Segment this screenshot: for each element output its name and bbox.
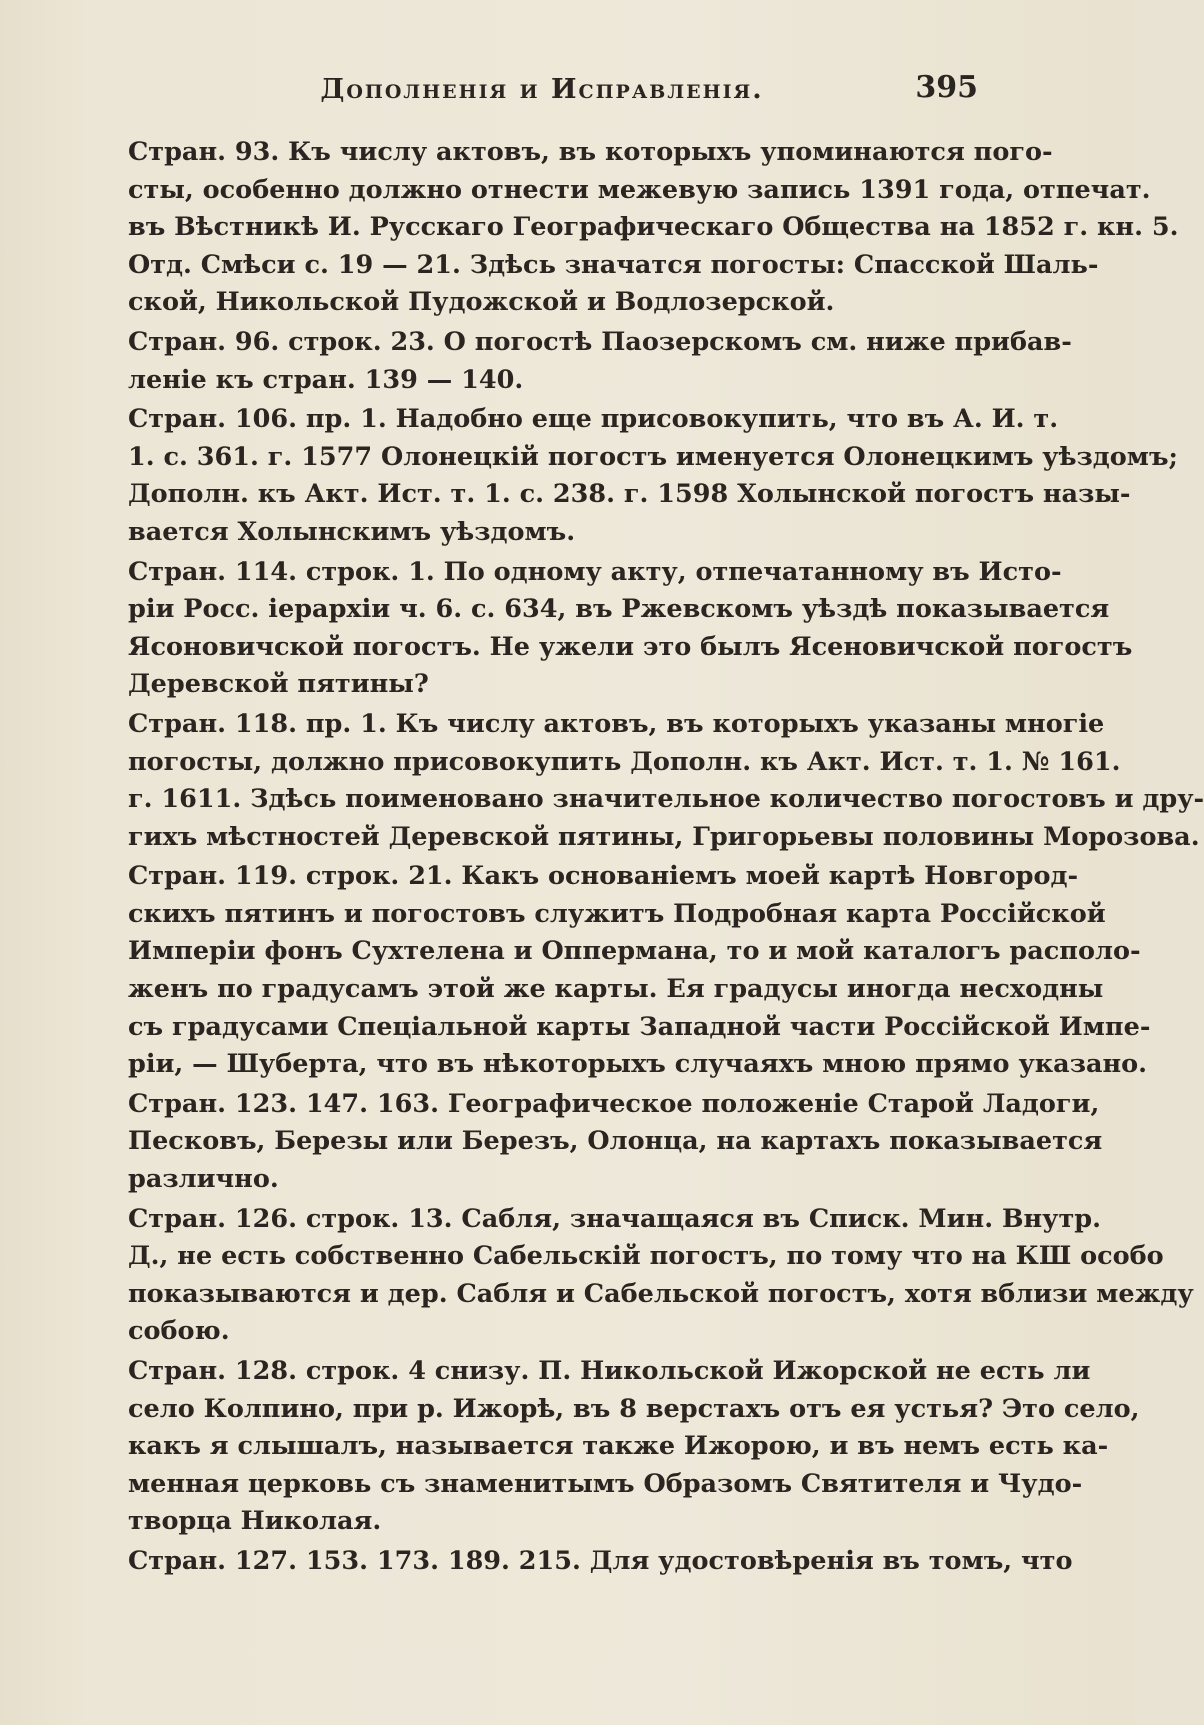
text-line: собою.: [128, 1316, 230, 1347]
text-line: село Колпино, при р. Ижорѣ, въ 8 верстахъ отъ ея устья? Это село,: [128, 1393, 1140, 1424]
text-line: показываются и дер. Сабля и Сабельской погостъ, хотя вблизи между: [128, 1278, 1194, 1309]
paragraph: [84, 1543, 1073, 1581]
text-line: Стран. 114. строк. 1. По одному акту, отпечатанному въ Исто-: [128, 556, 1062, 587]
paragraph: [84, 1201, 1194, 1351]
text-line: ріи Росс. іерархіи ч. 6. с. 634, въ Ржевскомъ уѣздѣ показывается: [128, 594, 1110, 625]
text-line: какъ я слышалъ, называется также Ижорою, и въ немъ есть ка-: [128, 1431, 1109, 1462]
text-line: женъ по градусамъ этой же карты. Ея градусы иногда несходны: [128, 974, 1104, 1005]
text-line: вается Холынскимъ уѣздомъ.: [128, 516, 576, 547]
text-line: ской, Никольской Пудожской и Водлозерской.: [128, 287, 835, 318]
text-line: Стран. 106. пр. 1. Надобно еще присовокупить, что въ А. И. т.: [128, 404, 1059, 435]
paragraph: [84, 706, 1204, 856]
text-line: Деревской пятины?: [128, 669, 429, 700]
paragraph: [84, 324, 1072, 399]
text-line: леніе къ стран. 139 — 140.: [128, 364, 524, 395]
paragraph: [84, 1353, 1140, 1541]
page-body: [84, 134, 1204, 1583]
text-line: Стран. 126. строк. 13. Сабля, значащаяся въ Списк. Мин. Внутр.: [128, 1203, 1102, 1234]
text-line: ріи, — Шуберта, что въ нѣкоторыхъ случаяхъ мною прямо указано.: [128, 1049, 1148, 1080]
text-line: сты, особенно должно отнести межевую запись 1391 года, отпечат.: [128, 174, 1151, 205]
text-line: Стран. 118. пр. 1. Къ числу актовъ, въ которыхъ указаны многіе: [128, 708, 1105, 739]
text-line: Стран. 123. 147. 163. Географическое положеніе Старой Ладоги,: [128, 1088, 1100, 1119]
text-line: съ градусами Спеціальной карты Западной части Россійской Импе-: [128, 1011, 1151, 1042]
text-line: 1. с. 361. г. 1577 Олонецкій погостъ именуется Олонецкимъ уѣздомъ;: [128, 441, 1178, 472]
text-line: Отд. Смѣси с. 19 — 21. Здѣсь значатся погосты: Спасской Шаль-: [128, 249, 1099, 280]
text-line: различно.: [128, 1164, 279, 1195]
text-line: Д., не есть собственно Сабельскій погостъ, по тому что на КШ особо: [128, 1241, 1164, 1272]
running-title: Дополненія и Исправленія.: [320, 74, 764, 105]
text-line: Имперіи фонъ Сухтелена и Оппермана, то и мой каталогъ располо-: [128, 936, 1141, 967]
text-line: скихъ пятинъ и погостовъ служитъ Подробная карта Россійской: [128, 898, 1106, 929]
text-line: Стран. 93. Къ числу актовъ, въ которыхъ упоминаются пого-: [128, 137, 1053, 167]
text-line: Стран. 96. строк. 23. О погостѣ Паозерскомъ см. ниже прибав-: [128, 326, 1072, 357]
text-line: въ Вѣстникѣ И. Русскаго Географическаго Общества на 1852 г. кн. 5.: [128, 212, 1179, 243]
text-line: менная церковь съ знаменитымъ Образомъ Святителя и Чудо-: [128, 1468, 1083, 1499]
text-line: Ясоновичской погостъ. Не ужели это былъ Ясеновичской погостъ: [128, 631, 1133, 662]
paragraph: [84, 554, 1133, 704]
page-header: [84, 70, 980, 118]
text-line: погосты, должно присовокупить Дополн. къ Акт. Ист. т. 1. № 161.: [128, 746, 1121, 777]
page-number: 395: [915, 70, 978, 105]
text-line: Дополн. къ Акт. Ист. т. 1. с. 238. г. 1598 Холынской погостъ назы-: [128, 479, 1131, 510]
paragraph: [84, 134, 1179, 322]
paragraph: [84, 858, 1151, 1084]
text-line: гихъ мѣстностей Деревской пятины, Григорьевы половины Морозова.: [128, 821, 1200, 852]
text-line: творца Николая.: [128, 1506, 382, 1537]
text-line: Песковъ, Березы или Березъ, Олонца, на картахъ показывается: [128, 1126, 1103, 1157]
text-line: Стран. 119. строк. 21. Какъ основаніемъ моей картѣ Новгород-: [128, 861, 1079, 892]
text-line: Стран. 127. 153. 173. 189. 215. Для удостовѣренія въ томъ, что: [128, 1545, 1073, 1576]
text-line: г. 1611. Здѣсь поименовано значительное количество погостовъ и дру-: [128, 784, 1204, 815]
text-line: Стран. 128. строк. 4 снизу. П. Никольской Ижорской не есть ли: [128, 1356, 1091, 1386]
paragraph: [84, 1086, 1103, 1199]
paragraph: [84, 401, 1178, 551]
